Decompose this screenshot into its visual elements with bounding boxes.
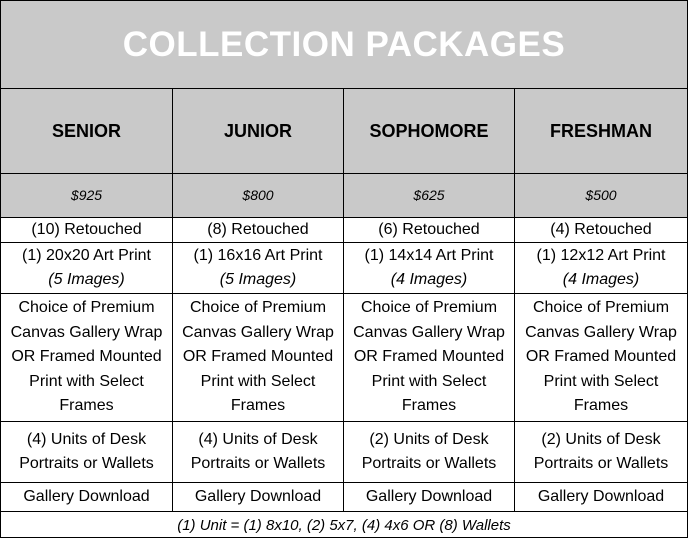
package-name-sophomore: SOPHOMORE xyxy=(344,89,515,174)
art-print-images: (5 Images) xyxy=(48,271,125,288)
canvas-option-sophomore: Choice of Premium Canvas Gallery Wrap OR Framed Mounted Print with Select Frames xyxy=(344,294,515,422)
art-print-images: (4 Images) xyxy=(390,271,468,288)
art-print-junior xyxy=(173,243,344,294)
package-price-senior: $925 xyxy=(1,174,173,218)
desk-units-senior: (4) Units of Desk Portraits or Wallets xyxy=(1,422,173,483)
package-price-sophomore: $625 xyxy=(344,174,515,218)
desk-units-freshman: (2) Units of Desk Portraits or Wallets xyxy=(515,422,687,483)
desk-units-junior: (4) Units of Desk Portraits or Wallets xyxy=(173,422,344,483)
gallery-download-senior: Gallery Download xyxy=(1,483,173,512)
art-print-images: (4 Images) xyxy=(562,271,640,288)
retouched-sophomore: (6) Retouched xyxy=(344,218,515,243)
package-name-freshman: FRESHMAN xyxy=(515,89,687,174)
art-print-size: (1) 14x14 Art Print xyxy=(364,246,494,264)
canvas-option-junior: Choice of Premium Canvas Gallery Wrap OR Framed Mounted Print with Select Frames xyxy=(173,294,344,422)
art-print-sophomore xyxy=(344,243,515,294)
art-print-senior xyxy=(1,243,173,294)
page-title: COLLECTION PACKAGES xyxy=(1,1,687,89)
desk-units-sophomore: (2) Units of Desk Portraits or Wallets xyxy=(344,422,515,483)
art-print-freshman xyxy=(515,243,687,294)
art-print-images: (5 Images) xyxy=(219,271,297,288)
canvas-option-freshman: Choice of Premium Canvas Gallery Wrap OR Framed Mounted Print with Select Frames xyxy=(515,294,687,422)
package-price-freshman: $500 xyxy=(515,174,687,218)
gallery-download-freshman: Gallery Download xyxy=(515,483,687,512)
package-name-senior: SENIOR xyxy=(1,89,173,174)
retouched-junior: (8) Retouched xyxy=(173,218,344,243)
package-name-junior: JUNIOR xyxy=(173,89,344,174)
package-price-junior: $800 xyxy=(173,174,344,218)
gallery-download-junior: Gallery Download xyxy=(173,483,344,512)
gallery-download-sophomore: Gallery Download xyxy=(344,483,515,512)
art-print-size: (1) 12x12 Art Print xyxy=(536,246,666,264)
art-print-size: (1) 16x16 Art Print xyxy=(193,246,323,264)
packages-grid xyxy=(1,89,687,512)
art-print-size: (1) 20x20 Art Print xyxy=(22,246,151,264)
unit-footnote: (1) Unit = (1) 8x10, (2) 5x7, (4) 4x6 OR (8) Wallets xyxy=(177,517,511,534)
canvas-option-senior: Choice of Premium Canvas Gallery Wrap OR Framed Mounted Print with Select Frames xyxy=(1,294,173,422)
retouched-freshman: (4) Retouched xyxy=(515,218,687,243)
retouched-senior: (10) Retouched xyxy=(1,218,173,243)
